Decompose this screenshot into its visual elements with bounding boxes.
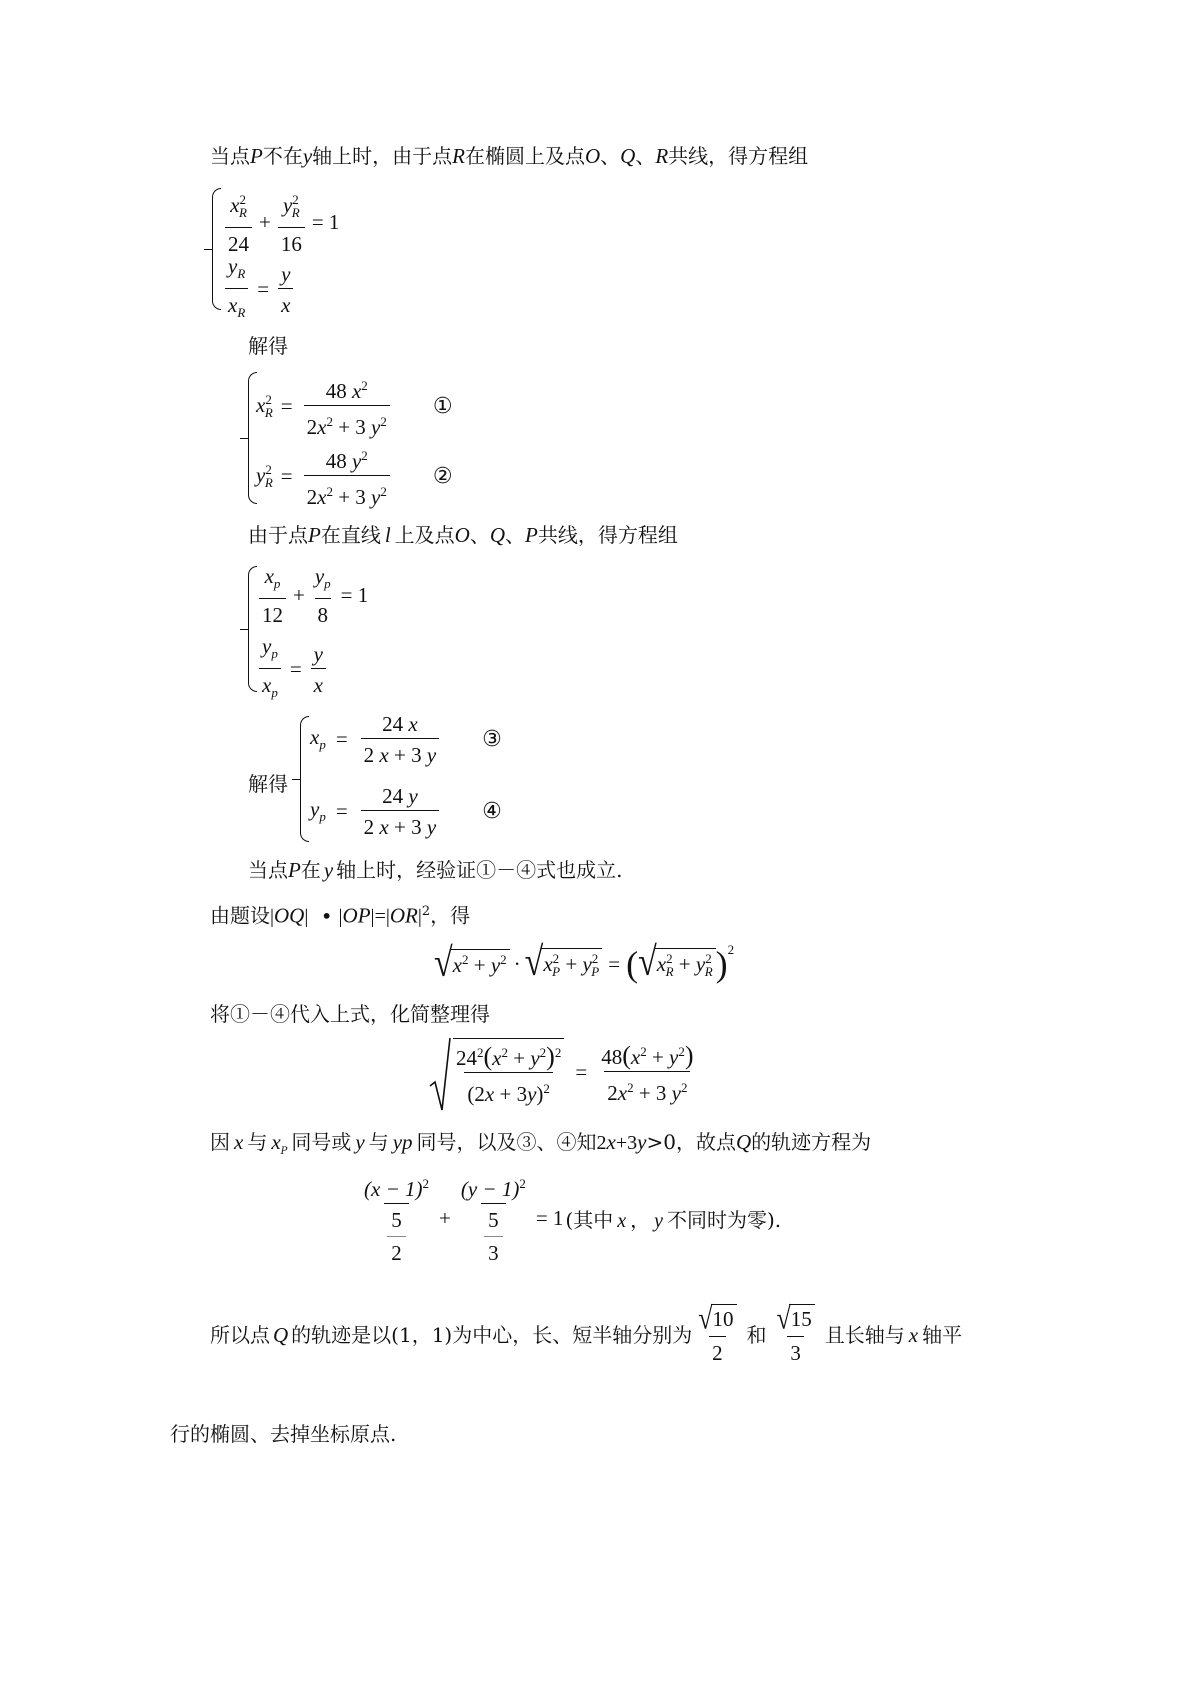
math-token: 24 [456, 1046, 477, 1070]
math-token: 2 [292, 192, 299, 207]
fraction [304, 374, 390, 439]
math-token: = 1 [340, 583, 369, 608]
math-token: l [384, 523, 391, 547]
math-token: (2 [467, 1082, 485, 1106]
math-token: 5 [391, 1208, 402, 1232]
math-token: x [271, 1130, 281, 1154]
label-circled-4: ④ [482, 799, 502, 824]
math-token: y [654, 1210, 663, 1232]
math-token: + [651, 1044, 664, 1069]
math-token: y [371, 415, 381, 439]
math-token: y [527, 1082, 537, 1106]
fraction [311, 642, 326, 697]
math-token: 轴上时，经验证①－④式也成立. [336, 858, 623, 882]
paragraph-verify [248, 856, 623, 884]
math-token: yp [392, 1130, 413, 1154]
math-token: 2 [239, 192, 246, 207]
math-token: 12 [259, 598, 286, 627]
math-token: y [582, 951, 592, 976]
math-token: y [637, 1130, 647, 1154]
math-token: >0，故点 [646, 1130, 736, 1154]
label-circled-1: ① [432, 394, 453, 419]
paragraph-condition [210, 142, 808, 170]
math-token: 2 [477, 1045, 484, 1060]
math-token: x [264, 564, 274, 588]
math-token: ) [536, 1082, 544, 1106]
math-token: R [237, 305, 246, 321]
math-token: 2 [361, 378, 368, 393]
math-token: x [656, 951, 667, 976]
fraction [259, 634, 281, 705]
math-token: x [492, 1046, 502, 1070]
math-token: R [291, 205, 300, 221]
math-token: y [671, 1080, 681, 1105]
math-token: P [280, 1146, 288, 1157]
math-token: = [575, 1059, 588, 1084]
math-token: 与 [368, 1130, 389, 1154]
math-token: +3 [615, 1132, 638, 1154]
math-token: · [513, 951, 521, 976]
math-token: 2 [380, 414, 387, 429]
math-token: y [313, 642, 323, 667]
math-token: 2 [640, 1043, 647, 1059]
math-token: 2 [380, 484, 387, 499]
solve-label: 解得 [248, 772, 288, 796]
math-token: 2 [500, 952, 507, 967]
brace-system-4 [300, 716, 309, 842]
math-token: y [323, 858, 334, 882]
equation-simplified [450, 1038, 700, 1106]
math-token: 2 [306, 415, 318, 439]
math-token: 2 [627, 1079, 634, 1095]
math-token: 2 [363, 815, 375, 839]
math-token: 2 [306, 485, 318, 509]
math-token: x [408, 712, 418, 736]
math-token: R [264, 475, 273, 491]
math-token: Q [273, 1322, 289, 1347]
equation-xp [310, 712, 502, 767]
var: R [655, 144, 669, 168]
math-token: 48 [601, 1044, 623, 1069]
text: 共线，得方程组 [668, 144, 809, 168]
math-token: OP [342, 903, 371, 928]
math-token: y [228, 254, 238, 278]
math-token: y [426, 743, 437, 767]
math-token: + [473, 953, 486, 977]
math-token: p [271, 685, 278, 701]
math-token: P [308, 523, 321, 547]
math-token: 上及点 [394, 523, 455, 547]
math-token: p [271, 646, 278, 662]
math-token: = [280, 464, 293, 488]
math-token: 、 [505, 523, 526, 547]
math-token: (其中 [565, 1208, 614, 1232]
math-token: 2 [363, 743, 375, 767]
math-token: x [317, 485, 327, 509]
math-token: x [630, 1044, 641, 1069]
math-token: R [238, 205, 247, 221]
math-token: 共线，得方程组 [537, 523, 678, 547]
text: 当点 [210, 144, 250, 168]
math-token: y [262, 634, 272, 658]
math-token: 和 [746, 1322, 767, 1347]
label-circled-3: ③ [482, 727, 502, 752]
var: R [452, 144, 465, 168]
math-token: 同号或 [291, 1130, 352, 1154]
math-token: = [608, 951, 621, 976]
math-token: + 3 [338, 485, 366, 509]
big-radical [428, 1036, 452, 1112]
equation-collinear-p [256, 634, 329, 705]
math-token: 轴平 [922, 1322, 963, 1347]
fraction [259, 564, 286, 627]
equation-ellipse [222, 188, 339, 256]
equation-xR-squared [256, 374, 453, 439]
math-token: 24 [382, 784, 404, 808]
math-token: 2 [539, 1045, 547, 1060]
math-token: 2 [501, 1045, 508, 1060]
text: 轴上时，由于点 [312, 144, 453, 168]
math-token: y [695, 951, 706, 976]
math-token: 2 [607, 1080, 618, 1105]
math-token: y [490, 953, 501, 977]
paragraph-line-condition [248, 521, 678, 549]
math-token: 2 [422, 1176, 429, 1191]
math-token: = [257, 277, 270, 302]
math-token: (y − 1) [460, 1177, 520, 1201]
math-token: + [293, 583, 305, 608]
math-token: + 3 [499, 1082, 528, 1106]
math-token: R [264, 405, 273, 421]
math-token: 24 [225, 227, 252, 256]
math-token: + [678, 951, 691, 976]
math-token: 8 [315, 598, 332, 627]
math-token: + 3 [338, 415, 366, 439]
math-token: y [282, 193, 293, 217]
math-token: x [234, 1130, 244, 1154]
fraction [312, 564, 334, 627]
math-token: x [228, 293, 238, 318]
math-token: 16 [278, 227, 305, 256]
var: y [302, 144, 313, 168]
fraction [361, 712, 440, 767]
math-token: ， [630, 1208, 651, 1232]
math-token: O [454, 523, 470, 547]
math-token: y [281, 262, 291, 287]
math-token: 2 [265, 391, 272, 407]
math-token: y [314, 564, 325, 588]
math-token: 因 [210, 1130, 230, 1154]
math-token: 2 [709, 1336, 726, 1365]
math-token: x [230, 193, 240, 217]
math-token: + 3 [638, 1080, 667, 1105]
math-token: Q [489, 523, 506, 547]
math-token: y [426, 815, 437, 839]
math-token: y [351, 449, 362, 473]
math-token: = [280, 394, 293, 418]
math-token: x [617, 1210, 627, 1232]
math-token: x [262, 673, 272, 698]
math-token: 2 [705, 950, 712, 966]
math-token: 、 [469, 523, 490, 547]
equation-distance-product: √ $x^2 + y^2$ · √ $x^2_P + y^2_P$ = ( √ $x^2_R + y^2_R$ ) $^2$ [434, 939, 735, 986]
math-token: P [552, 964, 561, 980]
paragraph-sign [210, 1128, 871, 1166]
math-token: x [452, 953, 462, 977]
math-token: p [319, 737, 326, 753]
math-token: x [256, 392, 266, 417]
math-token: 2 [421, 904, 431, 919]
math-token: = [289, 657, 302, 682]
fraction [225, 254, 248, 325]
equation-collinear [222, 254, 296, 325]
paragraph-given: 由题设|OQ| • $|OP|=|OR|^2$，得 [210, 903, 471, 928]
math-token: x [311, 668, 326, 697]
math-token: = 1 [311, 209, 340, 234]
math-token: R [665, 964, 674, 980]
math-token: 2 [543, 1081, 550, 1096]
math-token: p [319, 809, 326, 825]
var: O [584, 144, 601, 168]
math-token: + [513, 1046, 526, 1070]
math-token: 10 [711, 1304, 737, 1334]
fraction [278, 262, 293, 317]
math-token: 2 [552, 950, 560, 966]
math-token: 2 [519, 1176, 526, 1191]
math-token: P [288, 858, 301, 882]
fraction-sqrt15-over-3: √ 15 3 [774, 1304, 818, 1365]
math-token: ，得 [430, 903, 471, 928]
math-token: 同号，以及③、④知 [416, 1130, 597, 1154]
math-token: OQ [274, 903, 305, 928]
math-token: x [543, 951, 553, 976]
math-token: 在 [300, 858, 321, 882]
fraction [458, 1172, 529, 1265]
math-token: 3 [787, 1336, 804, 1365]
math-token: + [259, 209, 271, 234]
paragraph-conclusion-end: 行的椭圆、去掉坐标原点. [170, 1422, 397, 1446]
math-token: x [317, 415, 327, 439]
math-token: 2 [387, 1236, 406, 1265]
math-token: 2 [727, 942, 735, 957]
math-token: x [278, 288, 293, 317]
math-token: R [704, 964, 713, 980]
equation-yp [310, 784, 502, 839]
fraction [278, 188, 305, 256]
math-token: = [335, 799, 348, 823]
sqrt: √ $x^2_P + y^2_P$ [525, 948, 603, 980]
text: 、 [600, 144, 621, 168]
math-token: 2 [554, 1045, 562, 1060]
math-token: 由题设 [210, 903, 270, 928]
equation-locus [358, 1172, 781, 1265]
math-token: y [371, 485, 381, 509]
math-token: 2 [326, 484, 333, 499]
math-token: 48 [325, 449, 347, 473]
math-token: 当点 [248, 858, 288, 882]
math-token: 48 [325, 379, 347, 403]
math-token: 24 [382, 712, 404, 736]
math-token: 2 [265, 461, 272, 477]
math-token: y [530, 1046, 540, 1070]
math-token: 2 [666, 950, 673, 966]
math-token: • [320, 903, 333, 928]
math-token: 2 [361, 448, 368, 463]
math-token: = 1 [535, 1206, 564, 1230]
math-token: 的轨迹方程为 [751, 1130, 872, 1154]
math-token: y [669, 1044, 679, 1069]
text: 、 [635, 144, 656, 168]
math-token: 2 [326, 414, 333, 429]
math-token: x [908, 1322, 919, 1347]
math-token: y [408, 784, 418, 808]
fraction [304, 444, 390, 509]
math-token: + 3 [394, 743, 422, 767]
math-token: P [591, 964, 600, 980]
equation-line [256, 564, 368, 627]
var: P [250, 144, 263, 168]
math-token: y [355, 1130, 365, 1154]
paragraph-substitute: 将①－④代入上式，化简整理得 [210, 1002, 490, 1026]
math-token: 所以点 [210, 1322, 270, 1347]
var: Q [620, 144, 636, 168]
fraction [225, 188, 252, 256]
math-token: 的轨迹是以(1，1)为中心，长、短半轴分别为 [291, 1322, 693, 1347]
math-token: 3 [484, 1236, 503, 1265]
brace-system-1 [212, 188, 221, 310]
solve-label: 解得 [248, 334, 288, 358]
math-token: Q [735, 1130, 752, 1154]
math-token: + [565, 951, 578, 976]
paragraph-conclusion [210, 1301, 963, 1365]
fraction: $\frac{48(x^2 + y^2)}{2x^2 + 3 y^2}$ [601, 1040, 694, 1105]
math-token: (x − 1) [364, 1177, 423, 1201]
math-token: + [438, 1206, 451, 1230]
math-token: 2 [462, 952, 469, 967]
math-token: P [525, 523, 538, 547]
math-token: y [256, 462, 266, 487]
text: 不在 [262, 144, 303, 168]
math-token: 在直线 [320, 523, 381, 547]
text: 在椭圆上及点 [464, 144, 585, 168]
math-token: y [310, 797, 320, 822]
fraction [361, 1172, 432, 1265]
math-token: x [484, 1082, 495, 1106]
math-token: R [237, 266, 246, 282]
sqrt: √ $x^2 + y^2$ [434, 949, 510, 979]
math-token: + 3 [394, 815, 422, 839]
math-token: p [273, 576, 281, 592]
math-token: 由于点 [248, 523, 308, 547]
fraction-sqrt10-over-2: √ 10 2 [695, 1304, 739, 1365]
label-circled-2: ② [432, 464, 453, 489]
math-token: x [351, 379, 362, 403]
math-token: x [379, 743, 389, 767]
math-token: 2 [591, 950, 599, 966]
sqrt: √ $x^2_R + y^2_R$ [638, 948, 716, 980]
math-token: 15 [789, 1304, 815, 1334]
math-token: 2 [680, 1079, 688, 1095]
equation-yR-squared [256, 444, 453, 509]
math-token: 与 [247, 1130, 268, 1154]
math-token: 不同时为零). [667, 1208, 782, 1232]
math-token: 且长轴与 [824, 1322, 905, 1347]
math-token: 2 [596, 1132, 607, 1154]
math-token: x [310, 725, 320, 750]
math-token: p [324, 576, 331, 592]
math-token: = [335, 727, 348, 751]
fraction [361, 784, 440, 839]
fraction: $\frac{24^2(x^2 + y^2)^2}{(2x + 3y)^2}$ [453, 1038, 564, 1106]
math-token: x [606, 1130, 616, 1154]
math-token: 5 [488, 1208, 499, 1232]
math-token: = [374, 905, 386, 928]
math-token: x [617, 1080, 628, 1105]
math-token: OR [389, 903, 418, 928]
math-token: x [379, 815, 389, 839]
math-token: 2 [678, 1043, 685, 1059]
